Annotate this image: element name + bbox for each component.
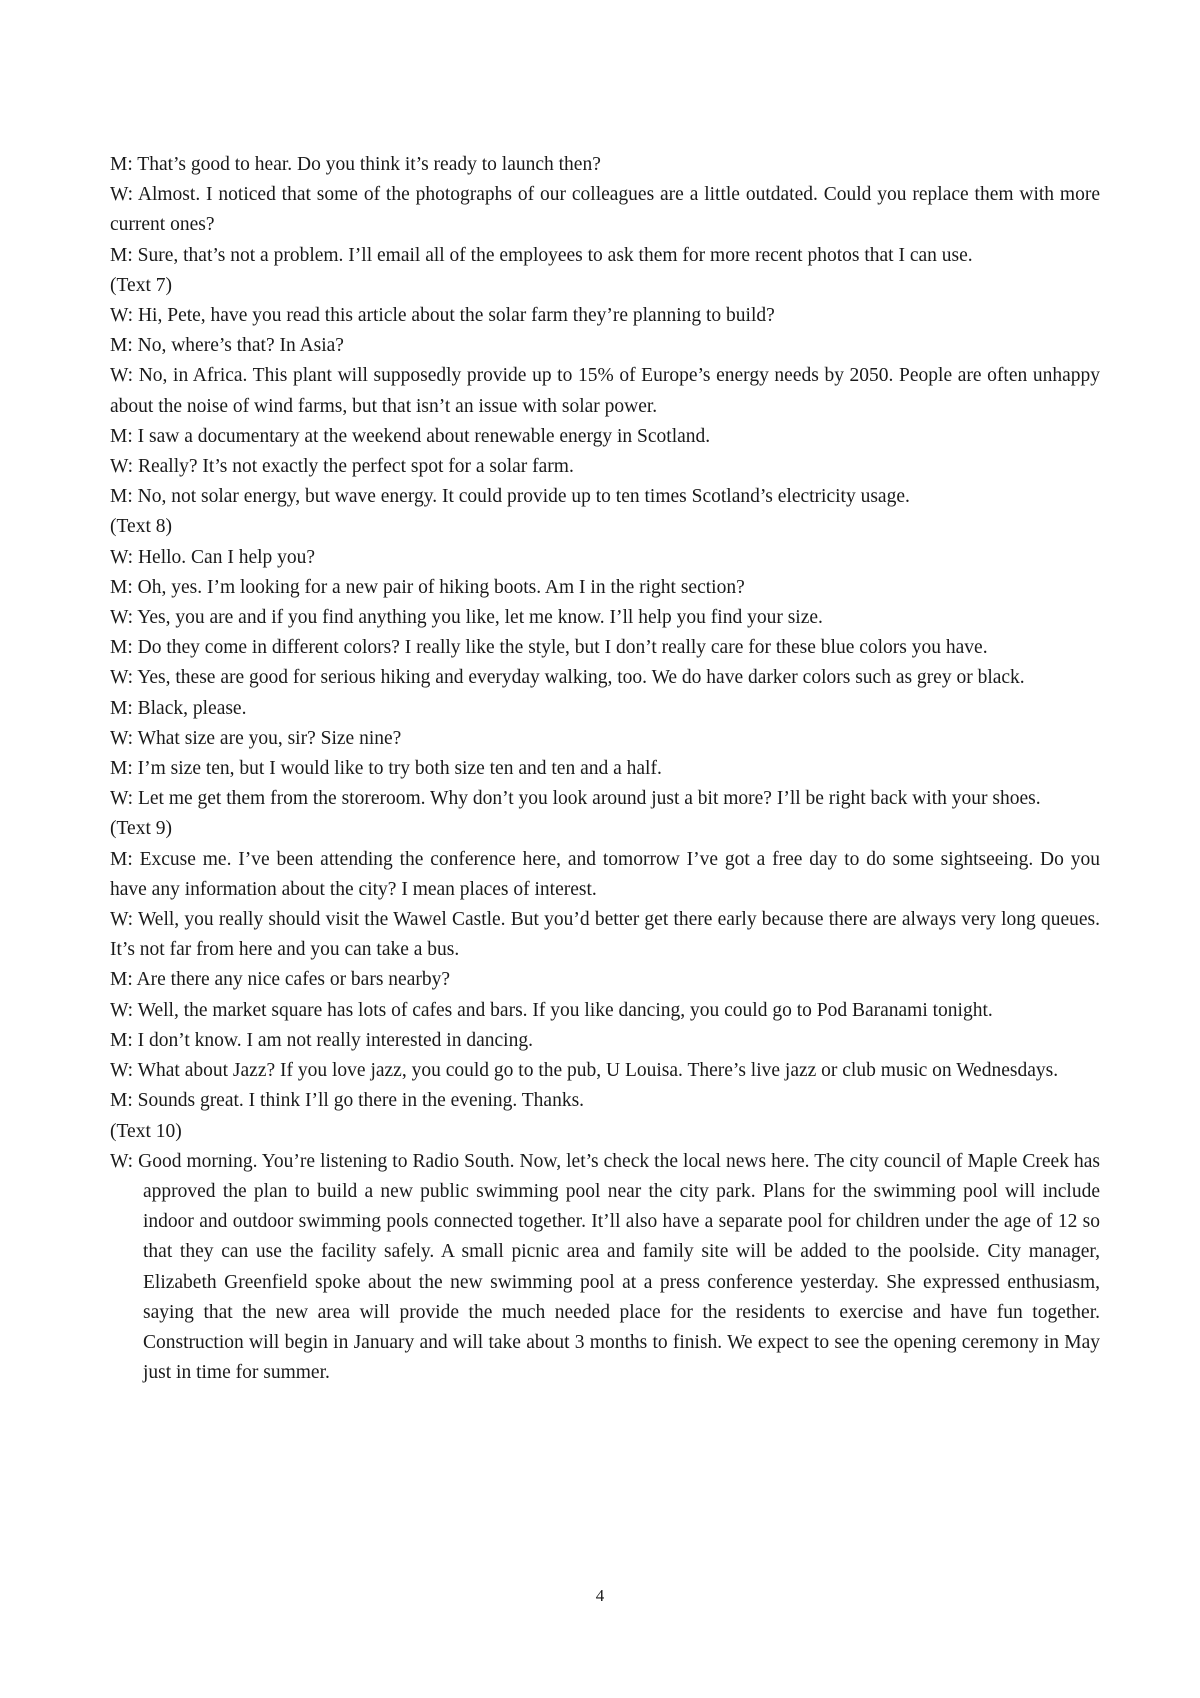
dialogue-line: M: I don’t know. I am not really interested in dancing.: [110, 1029, 533, 1051]
dialogue-line: M: That’s good to hear. Do you think it’s ready to launch then?: [110, 154, 601, 175]
dialogue-line: W: No, in Africa. This plant will supposedly provide up to 15% of Europe’s energy needs by 2050. People are often unhappy about the noise of wind farms, but that isn’t an issue with solar power.: [110, 365, 1100, 417]
section-heading-text-7: (Text 7): [110, 274, 172, 296]
dialogue-line: M: Sure, that’s not a problem. I’ll email all of the employees to ask them for more recent photos that I can use.: [110, 244, 973, 266]
dialogue-line: W: Yes, these are good for serious hiking and everyday walking, too. We do have darker colors such as grey or black.: [110, 667, 1025, 689]
section-heading-text-10: (Text 10): [110, 1120, 182, 1142]
dialogue-line: W: Well, the market square has lots of cafes and bars. If you like dancing, you could go to Pod Baranami tonight.: [110, 999, 993, 1021]
dialogue-line: M: Do they come in different colors? I really like the style, but I don’t really care for these blue colors you have.: [110, 637, 988, 659]
dialogue-line: W: Almost. I noticed that some of the photographs of our colleagues are a little outdated. Could you replace them with more current ones?: [110, 184, 1100, 236]
dialogue-line: W: Yes, you are and if you find anything you like, let me know. I’ll help you find your size.: [110, 607, 823, 629]
dialogue-line: M: I’m size ten, but I would like to try both size ten and ten and a half.: [110, 758, 662, 780]
dialogue-line: W: What about Jazz? If you love jazz, you could go to the pub, U Louisa. There’s live jazz or club music on Wednesdays.: [110, 1060, 1059, 1082]
dialogue-line: M: I saw a documentary at the weekend about renewable energy in Scotland.: [110, 425, 711, 447]
dialogue-line: M: Oh, yes. I’m looking for a new pair of hiking boots. Am I in the right section?: [110, 576, 745, 598]
section-heading-text-8: (Text 8): [110, 516, 172, 538]
dialogue-line: M: Are there any nice cafes or bars nearby?: [110, 969, 451, 991]
dialogue-line: M: Black, please.: [110, 697, 247, 719]
dialogue-line: M: No, not solar energy, but wave energy. It could provide up to ten times Scotland’s electricity usage.: [110, 486, 910, 508]
dialogue-line: W: Really? It’s not exactly the perfect spot for a solar farm.: [110, 456, 574, 478]
dialogue-line: W: Well, you really should visit the Wawel Castle. But you’d better get there early because there are always very long queues. It’s not far from here and you can take a bus.: [110, 909, 1100, 961]
section-heading-text-9: (Text 9): [110, 818, 172, 840]
page-number: 4: [595, 1586, 605, 1605]
dialogue-line: W: Hello. Can I help you?: [110, 546, 316, 568]
dialogue-line: W: What size are you, sir? Size nine?: [110, 727, 402, 749]
transcript-body: [110, 150, 1100, 1388]
dialogue-line: M: Sounds great. I think I’ll go there in the evening. Thanks.: [110, 1090, 585, 1112]
dialogue-line: M: No, where’s that? In Asia?: [110, 335, 344, 357]
monologue-paragraph: W: Good morning. You’re listening to Radio South. Now, let’s check the local news here. The city council of Maple Creek has approved the plan to build a new public swimming pool near the city park. Plans for the swimming pool will include indoor and outdoor swimming pools connected together. It’ll also have a separate pool for children under the age of 12 so that they can use the facility safely. A small picnic area and family site will be added to the poolside. City manager, Elizabeth Greenfield spoke about the new swimming pool at a press conference yesterday. She expressed enthusiasm, saying that the new area will provide the much needed place for the residents to exercise and have fun together. Construction will begin in January and will take about 3 months to finish. We expect to see the opening ceremony in May just in time for summer.: [110, 1150, 1100, 1384]
dialogue-line: W: Let me get them from the storeroom. Why don’t you look around just a bit more? I’ll be right back with your shoes.: [110, 788, 1041, 810]
dialogue-line: W: Hi, Pete, have you read this article about the solar farm they’re planning to build?: [110, 305, 775, 327]
dialogue-line: M: Excuse me. I’ve been attending the conference here, and tomorrow I’ve got a free day to do some sightseeing. Do you have any information about the city? I mean places of interest.: [110, 848, 1100, 900]
